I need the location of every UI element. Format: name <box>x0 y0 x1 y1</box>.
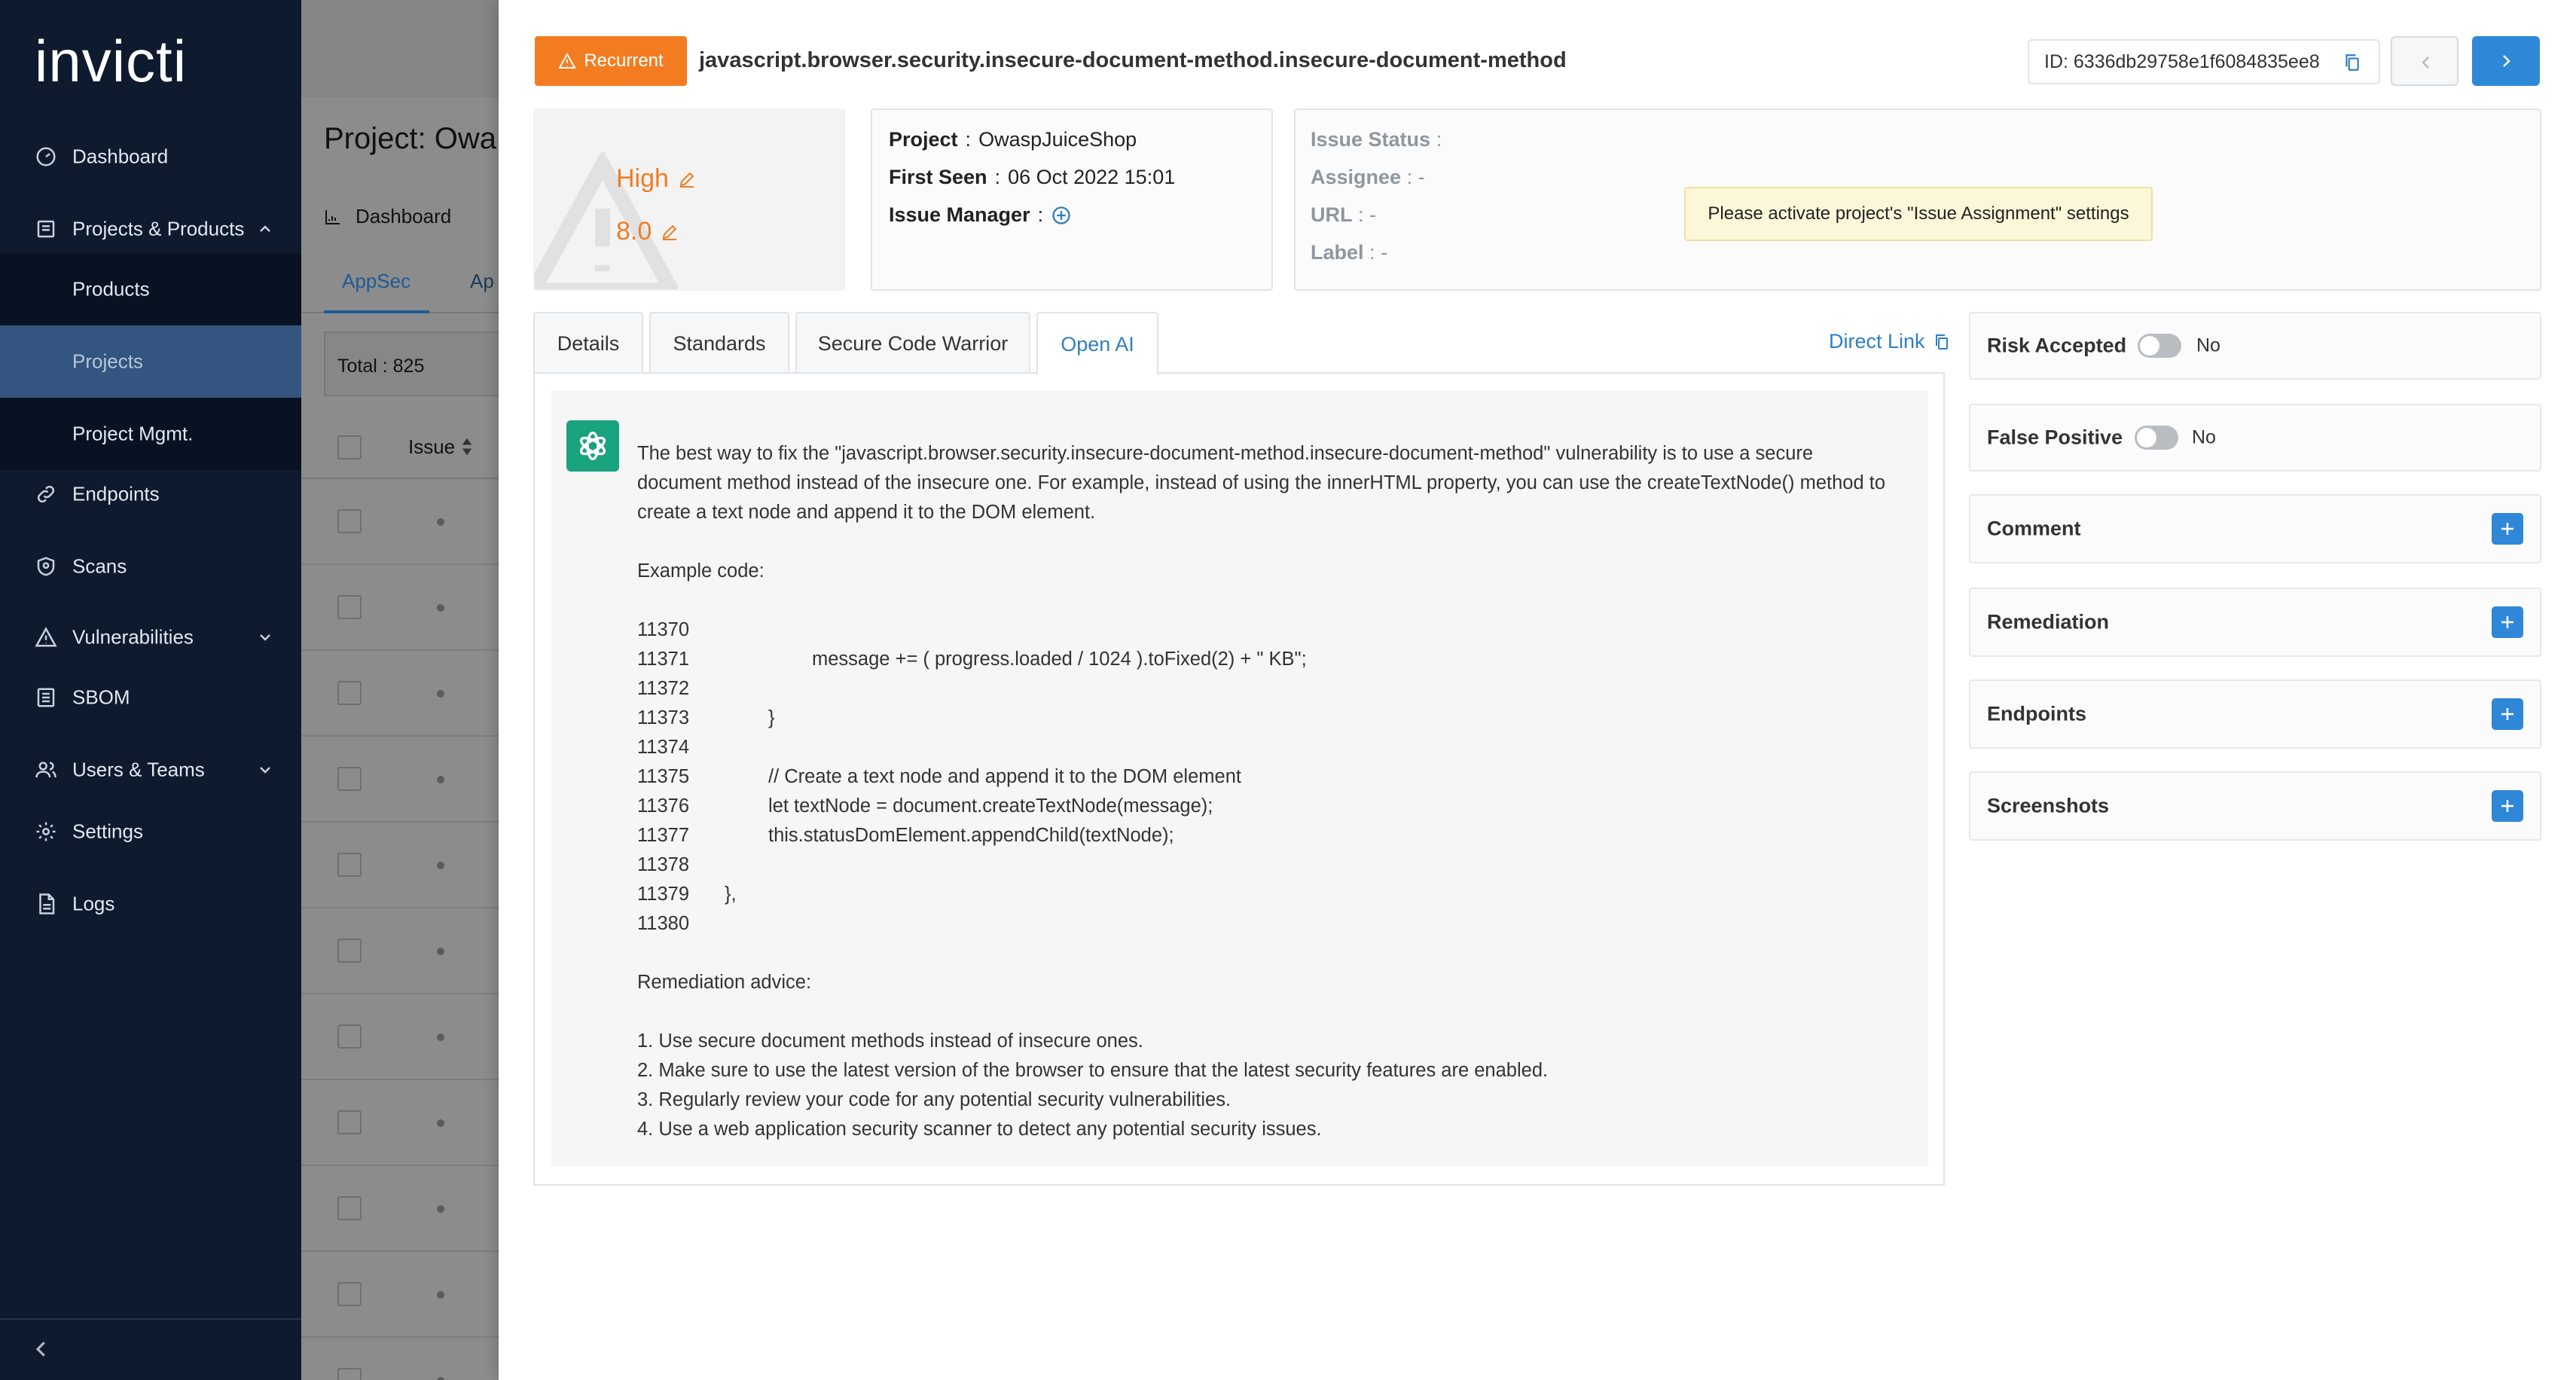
plus-icon <box>2498 705 2516 723</box>
status-dot <box>437 604 444 612</box>
tab-content-open-ai <box>533 372 1945 1186</box>
copy-icon[interactable] <box>2343 53 2362 72</box>
risk-accepted-label: Risk Accepted <box>1987 334 2127 357</box>
severity-level[interactable] <box>616 164 696 194</box>
chart-icon <box>324 208 342 226</box>
checkbox <box>337 1282 362 1306</box>
endpoints-label: Endpoints <box>1987 702 2086 725</box>
background-tab-ap: Ap <box>470 270 494 292</box>
invicti-logo: invicti <box>35 28 188 94</box>
false-positive-label: False Positive <box>1987 426 2123 449</box>
first-seen-value: 06 Oct 2022 15:01 <box>1008 166 1176 188</box>
code-line-number: 11374 <box>637 737 690 758</box>
sidebar-item-project-mgmt[interactable] <box>0 398 301 470</box>
code-line-number: 11370 <box>637 619 690 640</box>
document-icon <box>35 893 57 915</box>
background-tab-underline <box>324 310 429 313</box>
issue-status-row: Issue Status : <box>1311 128 1442 151</box>
ai-text-line: document method instead of the insecure one. For example, instead of using the innerHTML property, you can use the createTextNode() method to <box>637 472 1886 493</box>
chevron-down-icon <box>256 761 274 779</box>
code-line-text: this.statusDomElement.appendChild(textNode); <box>768 825 1174 846</box>
background-table-row <box>301 1338 500 1380</box>
assignee-label: Assignee <box>1311 166 1402 188</box>
add-comment-button[interactable] <box>2492 513 2523 545</box>
false-positive-toggle[interactable] <box>2135 426 2178 450</box>
sidebar-item-scans[interactable] <box>0 545 301 588</box>
status-dot <box>437 1291 444 1299</box>
add-endpoint-button[interactable] <box>2492 698 2523 730</box>
label-row: Label : - <box>1311 241 1388 264</box>
warning-icon <box>558 52 576 70</box>
severity-card <box>533 108 845 291</box>
collapse-sidebar-icon[interactable] <box>30 1338 53 1360</box>
ai-text-line: create a text node and append it to the DOM element. <box>637 502 1096 523</box>
background-topbar <box>301 0 500 98</box>
sidebar-item-products[interactable] <box>0 253 301 325</box>
next-issue-button[interactable] <box>2472 36 2540 86</box>
sidebar-item-label: Logs <box>72 892 115 915</box>
sort-icon <box>461 435 473 458</box>
issue-assignment-notice: Please activate project's "Issue Assignment" settings <box>1684 187 2153 241</box>
sidebar-item-label: SBOM <box>72 685 130 709</box>
code-line-number: 11380 <box>637 913 690 934</box>
issue-status-label: Issue Status <box>1311 128 1431 151</box>
add-manager-icon[interactable] <box>1051 205 1072 226</box>
background-table-row <box>301 994 500 1080</box>
severity-level-text: High <box>616 164 669 193</box>
background-dashboard-label: Dashboard <box>356 205 452 227</box>
project-label: Project <box>889 128 958 151</box>
checkbox <box>337 681 362 705</box>
edit-pencil-icon[interactable] <box>678 170 696 188</box>
chevron-right-icon <box>2497 52 2515 70</box>
issue-title: javascript.browser.security.insecure-document-method.insecure-document-method <box>699 48 1567 72</box>
recurrent-label: Recurrent <box>584 50 664 71</box>
code-line-text: }, <box>725 884 737 905</box>
background-table-row <box>301 823 500 908</box>
screenshots-section <box>1969 771 2541 841</box>
sidebar-item-projects-products[interactable] <box>0 208 301 250</box>
project-value: OwaspJuiceShop <box>978 128 1137 151</box>
background-table-header <box>301 419 500 479</box>
url-label: URL <box>1311 203 1353 226</box>
background-table-row <box>301 737 500 823</box>
code-line-number: 11371 <box>637 649 690 670</box>
checkbox <box>337 1196 362 1220</box>
status-dot <box>437 1377 444 1380</box>
code-line-text: } <box>768 707 775 728</box>
sidebar-item-label: Projects <box>72 350 143 373</box>
add-remediation-button[interactable] <box>2492 606 2523 638</box>
tab-standards[interactable]: Standards <box>649 312 789 374</box>
sidebar-item-label: Products <box>72 277 150 301</box>
plus-icon <box>2498 613 2516 631</box>
issue-manager-row: Issue Manager : <box>889 203 1072 227</box>
openai-logo-icon <box>566 420 619 472</box>
remediation-section <box>1969 588 2541 657</box>
tab-open-ai[interactable]: Open AI <box>1036 312 1158 375</box>
sidebar-item-projects[interactable] <box>0 325 301 398</box>
chevron-left-icon <box>2417 53 2435 72</box>
project-row: Project : OwaspJuiceShop <box>889 128 1137 151</box>
sidebar <box>0 0 301 1380</box>
false-positive-card <box>1969 404 2541 472</box>
advice-item: 1. Use secure document methods instead of insecure ones. <box>637 1030 1143 1052</box>
checkbox <box>337 939 362 963</box>
sidebar-item-settings[interactable] <box>0 811 301 853</box>
background-table-row <box>301 651 500 737</box>
gear-icon <box>35 820 57 843</box>
assignee-row: Assignee : - <box>1311 166 1425 188</box>
background-table-row <box>301 908 500 994</box>
dashboard-icon <box>35 145 57 168</box>
code-line-number: 11375 <box>637 766 690 787</box>
code-line-text: // Create a text node and append it to the DOM element <box>768 766 1241 787</box>
issue-id: ID: 6336db29758e1f6084835ee8 <box>2044 50 2320 72</box>
checkbox <box>337 1110 362 1134</box>
code-line-number: 11377 <box>637 825 690 846</box>
background-tab-appsec: AppSec <box>342 270 411 292</box>
sidebar-item-label: Settings <box>72 820 143 843</box>
direct-link[interactable] <box>1829 330 1951 353</box>
issue-manager-label: Issue Manager <box>889 203 1030 226</box>
chevron-up-icon <box>256 220 274 238</box>
sidebar-item-logs[interactable] <box>0 883 301 925</box>
checkbox <box>337 435 362 459</box>
direct-link-label: Direct Link <box>1829 330 1925 353</box>
column-header-issue: Issue <box>408 435 456 458</box>
status-dot <box>437 1119 444 1127</box>
first-seen-row: First Seen : 06 Oct 2022 15:01 <box>889 166 1176 188</box>
shield-icon <box>35 555 57 578</box>
tab-secure-code-warrior[interactable]: Secure Code Warrior <box>795 312 1030 374</box>
background-table-row <box>301 1166 500 1252</box>
first-seen-label: First Seen <box>889 166 987 188</box>
comment-label: Comment <box>1987 517 2081 540</box>
status-dot <box>437 690 444 698</box>
openai-response <box>551 390 1928 1166</box>
background-table-row <box>301 1252 500 1338</box>
code-line-text: message += ( progress.loaded / 1024 ).toFixed(2) + " KB"; <box>812 649 1307 670</box>
advice-item: 2. Make sure to use the latest version of the browser to ensure that the latest security features are enabled. <box>637 1060 1549 1081</box>
tab-details[interactable]: Details <box>533 312 643 374</box>
assignee-value: - <box>1418 166 1425 188</box>
sidebar-item-label: Projects & Products <box>72 217 245 240</box>
advice-item: 4. Use a web application security scanner to detect any potential security issues. <box>637 1119 1322 1140</box>
code-line-text: let textNode = document.createTextNode(message); <box>768 795 1213 817</box>
project-info-card <box>871 108 1273 291</box>
url-row: URL : - <box>1311 203 1377 226</box>
checkbox <box>337 595 362 619</box>
list-icon <box>35 686 57 709</box>
sidebar-item-label: Vulnerabilities <box>72 625 194 649</box>
sidebar-item-endpoints[interactable] <box>0 473 301 515</box>
background-tabs <box>301 252 500 313</box>
background-page-title: Project: Owa <box>324 122 496 155</box>
sidebar-item-dashboard[interactable] <box>0 136 301 178</box>
background-total-count: Total : 825 <box>324 331 500 396</box>
background-dashboard-link <box>324 205 451 228</box>
background-table-row <box>301 479 500 565</box>
checkbox <box>337 1368 362 1380</box>
code-line-number: 11378 <box>637 854 690 875</box>
link-icon <box>35 483 57 505</box>
label-value: - <box>1381 241 1388 264</box>
screenshots-label: Screenshots <box>1987 794 2110 817</box>
severity-score-text: 8.0 <box>616 217 652 246</box>
previous-issue-button[interactable] <box>2391 36 2458 86</box>
code-line-number: 11376 <box>637 795 690 817</box>
issue-detail-panel <box>499 0 2576 1380</box>
code-line-number: 11373 <box>637 707 690 728</box>
sidebar-item-label: Users & Teams <box>72 758 205 781</box>
code-line-number: 11372 <box>637 678 690 699</box>
status-dot <box>437 518 444 526</box>
severity-score[interactable] <box>616 217 679 246</box>
sidebar-item-label: Project Mgmt. <box>72 422 194 445</box>
issue-id-box <box>2028 39 2380 84</box>
false-positive-value: No <box>2192 426 2216 448</box>
sidebar-item-label: Endpoints <box>72 482 160 505</box>
advice-item: 3. Regularly review your code for any potential security vulnerabilities. <box>637 1089 1232 1110</box>
warning-icon <box>35 626 57 649</box>
issue-status-card <box>1294 108 2541 291</box>
projects-icon <box>35 218 57 240</box>
plus-icon <box>2498 797 2516 815</box>
status-dot <box>437 1205 444 1213</box>
risk-accepted-toggle[interactable] <box>2138 334 2181 358</box>
status-dot <box>437 862 444 869</box>
comment-section <box>1969 494 2541 563</box>
background-page-overlay[interactable] <box>301 0 500 1380</box>
label-label: Label <box>1311 241 1364 264</box>
background-table-row <box>301 565 500 651</box>
checkbox <box>337 767 362 791</box>
code-line-number: 11379 <box>637 884 690 905</box>
remediation-label: Remediation <box>1987 610 2110 634</box>
plus-icon <box>2498 520 2516 538</box>
sidebar-item-users-teams[interactable] <box>0 749 301 791</box>
users-icon <box>35 759 57 781</box>
sidebar-divider <box>0 1318 301 1320</box>
remediation-advice-heading: Remediation advice: <box>637 972 812 993</box>
checkbox <box>337 853 362 877</box>
endpoints-section <box>1969 679 2541 749</box>
status-dot <box>437 1033 444 1041</box>
sidebar-item-label: Scans <box>72 554 127 578</box>
ai-text-line: The best way to fix the "javascript.browser.security.insecure-document-method.insecure-document-method" vulnerability is to use a secure <box>637 443 1814 464</box>
chevron-down-icon <box>256 628 274 646</box>
recurrent-badge <box>535 36 687 86</box>
copy-icon <box>1933 331 1951 353</box>
sidebar-item-label: Dashboard <box>72 145 169 168</box>
status-dot <box>437 776 444 783</box>
edit-pencil-icon[interactable] <box>661 223 679 241</box>
risk-accepted-card <box>1969 312 2541 380</box>
sidebar-item-vulnerabilities[interactable] <box>0 616 301 658</box>
risk-accepted-value: No <box>2196 334 2220 356</box>
background-table-row <box>301 1080 500 1166</box>
checkbox <box>337 509 362 533</box>
add-screenshot-button[interactable] <box>2492 790 2523 822</box>
status-dot <box>437 948 444 955</box>
example-code-heading: Example code: <box>637 560 765 582</box>
url-value: - <box>1369 203 1377 226</box>
sidebar-item-sbom[interactable] <box>0 676 301 719</box>
checkbox <box>337 1024 362 1049</box>
